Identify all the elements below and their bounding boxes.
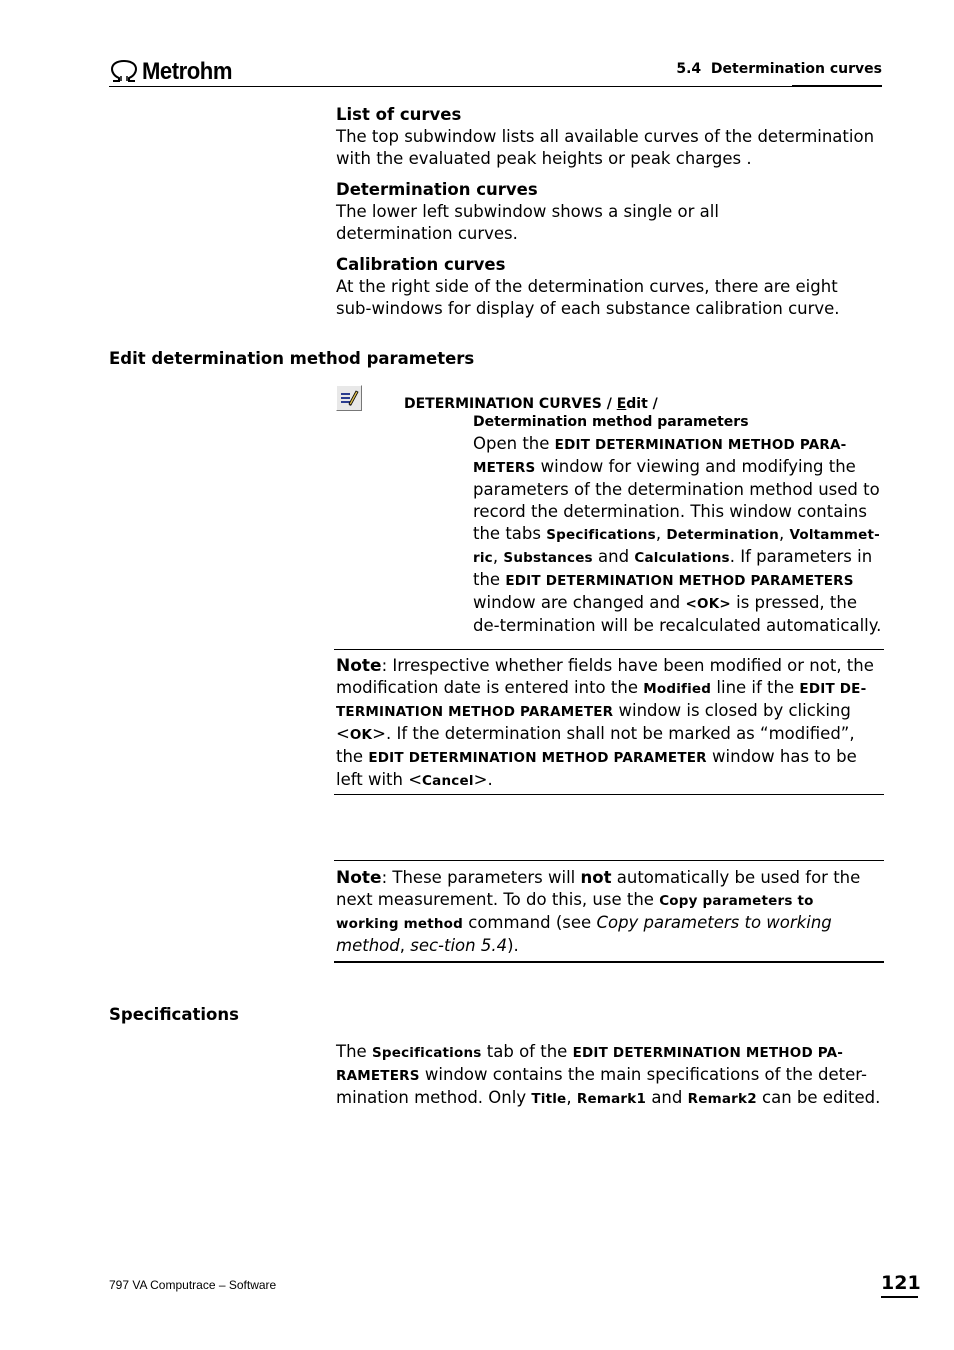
cross-reference: Copy parameters to working method (336, 913, 832, 955)
note1-top-rule (334, 649, 884, 650)
header-rule (109, 86, 882, 87)
separator: , (778, 524, 790, 543)
tab-voltammetric-ref: Voltammet-ric (473, 527, 880, 566)
window-name: EDIT DETERMINATION METHOD PARAMETERS (505, 573, 854, 589)
separator: and (646, 1088, 688, 1107)
note-text: : Irrespective whether fields have been modified or not, the modification date is entered into the (336, 656, 874, 697)
note-text: : These parameters will (381, 868, 581, 887)
calibration-curves-heading: Calibration curves (336, 255, 506, 274)
menu-edit-mnemonic: E (616, 396, 627, 412)
separator: , (566, 1088, 577, 1107)
menu-path-line2: Determination method parameters (473, 414, 749, 430)
tab-specifications-ref: Specifications (546, 527, 656, 543)
note-text: window is closed by clicking < (336, 701, 851, 743)
ok-key: OK (349, 727, 373, 743)
separator: , (655, 524, 667, 543)
note1 (336, 655, 881, 792)
note-text: , (399, 936, 411, 955)
section-reference: sec-tion 5.4 (410, 936, 508, 955)
note-text: automatically be used for the next measurement. To do this, use the (336, 868, 861, 909)
note2-top-rule (334, 860, 884, 861)
tab-substances-ref: Substances (503, 550, 593, 566)
tab-determination-ref: Determination (666, 527, 779, 543)
note-text: >. If the determination shall not be marked as “modified”, the (336, 724, 855, 766)
note2 (336, 867, 881, 957)
field-remark2-ref: Remark2 (687, 1091, 757, 1107)
window-name: EDIT DETERMINATION METHOD PARAMETER (368, 750, 707, 766)
metrohm-logo (109, 58, 240, 86)
desc-text: Open the (473, 434, 555, 453)
calibration-curves-block (336, 254, 884, 320)
note-emphasis: not (580, 868, 612, 887)
omega-icon (109, 59, 139, 85)
desc-text: window for viewing and modifying the parameters of the determination method used to record the determination. This window contains the tabs (473, 457, 880, 543)
separator: and (592, 547, 635, 566)
window-name: EDIT DETERMINATION METHOD PA-RAMETERS (336, 1045, 844, 1084)
page-number-rule (881, 1296, 918, 1298)
determination-curves-text: The lower left subwindow shows a single or all determination curves. (336, 202, 719, 243)
specifications-heading: Specifications (109, 1005, 239, 1024)
ok-key: <OK> (685, 596, 731, 612)
spec-text: can be edited. (756, 1088, 881, 1107)
command-ref: Copy parameters to working method (336, 893, 814, 932)
desc-text: is pressed, the de-termination will be recalculated automatically. (473, 593, 882, 635)
determination-curves-block (336, 179, 884, 245)
footer-product: 797 VA Computrace – Software (109, 1278, 277, 1292)
logo-text: Metrohm (142, 58, 233, 85)
tab-calculations-ref: Calculations (634, 550, 730, 566)
edit-pencil-icon (337, 386, 361, 410)
spec-text: window contains the main specifications of the deter-mination method. Only (336, 1065, 867, 1107)
spec-text: tab of the (481, 1042, 573, 1061)
desc-text: window are changed and (473, 593, 686, 612)
note-label: Note (336, 656, 382, 676)
window-name: EDIT DE-TERMINATION METHOD PARAMETER (336, 681, 867, 720)
tab-specifications-ref: Specifications (371, 1045, 482, 1061)
note-text: line if the (711, 678, 800, 697)
calibration-curves-text: At the right side of the determination curves, there are eight sub-windows for display of each substance calibration curve. (336, 277, 840, 318)
spec-text: The (336, 1042, 372, 1061)
note2-bottom-rule (334, 961, 884, 963)
header-section-title: 5.4 Determination curves (676, 61, 882, 77)
edit-parameters-toolbar-button[interactable] (336, 385, 362, 411)
header-rule-accent (792, 85, 882, 87)
field-remark1-ref: Remark1 (576, 1091, 647, 1107)
note-text: ). (507, 936, 519, 955)
page-number: 121 (881, 1272, 921, 1294)
cancel-key: Cancel (422, 773, 474, 789)
window-name: EDIT DETERMINATION METHOD PARA-METERS (473, 437, 847, 476)
field-modified-ref: Modified (643, 681, 712, 697)
list-of-curves-block (336, 104, 884, 170)
note-text: >. (473, 770, 493, 789)
menu-path-line1 (404, 395, 658, 414)
menu-edit-rest: dit / (626, 396, 658, 412)
separator: , (492, 547, 504, 566)
determination-curves-heading: Determination curves (336, 180, 538, 199)
note-text: command (see (463, 913, 597, 932)
note-text: window has to be left with < (336, 747, 857, 789)
field-title-ref: Title (531, 1091, 567, 1107)
edit-description (473, 433, 885, 637)
specifications-text (336, 1041, 884, 1110)
note-label: Note (336, 868, 382, 888)
list-of-curves-text: The top subwindow lists all available curves of the determination with the evaluated peak heights or peak charges . (336, 127, 875, 168)
list-of-curves-heading: List of curves (336, 105, 462, 124)
desc-text: . If parameters in the (473, 547, 873, 589)
edit-section-heading: Edit determination method parameters (109, 349, 475, 368)
menu-path-prefix: DETERMINATION CURVES / (404, 396, 617, 412)
note1-bottom-rule (334, 794, 884, 795)
